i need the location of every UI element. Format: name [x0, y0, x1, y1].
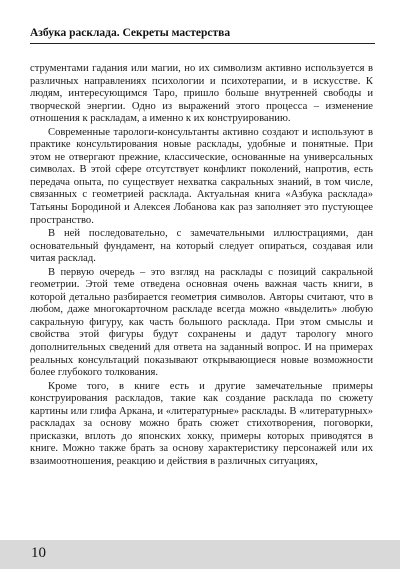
header-rule [30, 43, 375, 44]
paragraph-2: Современные тарологи-консультанты активно создают и используют в практике консультирования новые расклады, удобные и понятные. При этом не отвергают прежние, классические, основанные на универсальных символах. В этой сфере отсутствует конфликт поколений, напротив, есть передача опыта, по существует нехватка сакральных знаний, в том числе, связанных с геометрией расклада. Актуальная книга «Азбука расклада» Татьяны Бородиной и Алексея Лобанова как раз заполняет это пустующее пространство. [30, 126, 373, 226]
paragraph-5: Кроме того, в книге есть и другие замечательные примеры конструирования раскладов, такие как создание расклада по сюжету картины или глифа Аркана, и «литературные» расклады. В «литературных» раскладах за основу можно брать сюжет стихотворения, поговорки, присказки, вплоть до японских хокку, примеры которых приводятся в книге. Можно также брать за основу характеристику персонажей или их взаимоотношения, реакцию и действия в различных ситуациях, [30, 380, 373, 467]
paragraph-3: В ней последовательно, с замечательными иллюстрациями, дан основательный фундамент, на который следует опираться, создавая или читая расклад. [30, 228, 373, 265]
paragraph-1: струментами гадания или магии, но их символизм активно используется в различных направлениях психологии и психотерапии, и в искусстве. К людям, интересующимся Таро, пришло больше внутренней свободы и творческой энергии. Одно из выражений этого процесса – изменение отношения к раскладам, а именно к их конструированию. [30, 63, 373, 125]
page-number: 10 [31, 545, 46, 561]
folio-band [0, 540, 400, 569]
body-text [30, 63, 373, 470]
paragraph-4: В первую очередь – это взгляд на расклады с позиций сакральной геометрии. Этой теме отведена основная очень важная часть книги, в которой детально разбирается геометрия символов. Авторы считают, что в любом, даже многокарточном раскладе всегда можно «выделить» любую сакральную фигуру, как часть большого расклада. При этом смыслы и свойства этой фигуры будут сохранены и дадут тарологу много дополнительных сведений для ответа на заданный вопрос. И на примерах реальных консультаций показывают открывающиеся новые возможности более глубокого толкования. [30, 266, 373, 379]
running-title: Азбука расклада. Секреты мастерства [30, 27, 231, 39]
